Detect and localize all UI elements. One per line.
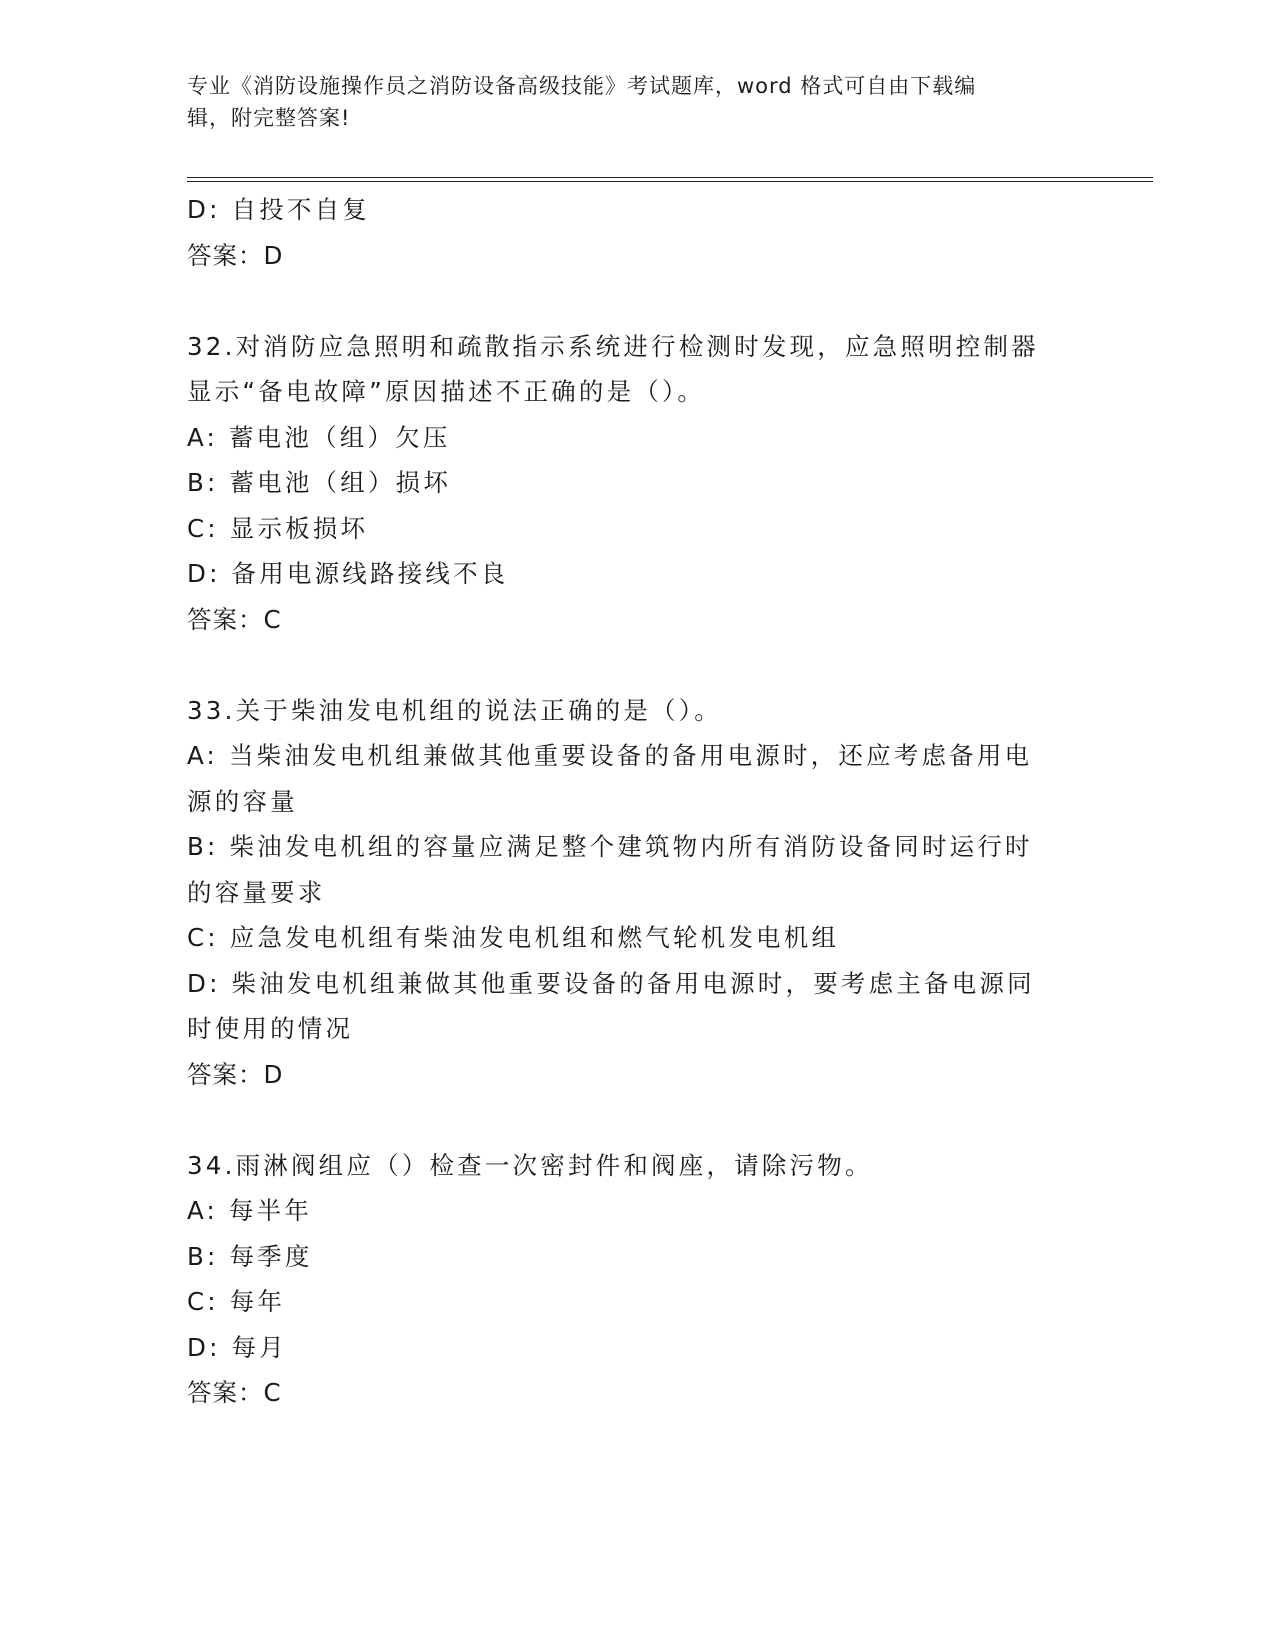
option-b: B: 每季度 bbox=[187, 1241, 313, 1271]
option-d: D: 备用电源线路接线不良 bbox=[187, 559, 509, 588]
answer-line: 答案：D bbox=[187, 1059, 284, 1089]
option-b-cont: 的容量要求 bbox=[187, 877, 326, 907]
answer-line: 答案：D bbox=[187, 240, 284, 270]
question-text: 33.关于柴油发电机组的说法正确的是（）。 bbox=[187, 695, 722, 725]
option-a: A: 每半年 bbox=[187, 1196, 313, 1225]
header-line-2: 辑，附完整答案! bbox=[187, 106, 351, 130]
option-d: D: 自投不自复 bbox=[187, 195, 371, 224]
question-34 bbox=[187, 1143, 1087, 1416]
option-a: A: 当柴油发电机组兼做其他重要设备的备用电源时，还应考虑备用电 bbox=[187, 741, 1033, 770]
option-b: B: 柴油发电机组的容量应满足整个建筑物内所有消防设备同时运行时 bbox=[187, 832, 1033, 861]
option-d-cont: 时使用的情况 bbox=[187, 1014, 354, 1043]
spacer bbox=[187, 278, 1087, 324]
question-32 bbox=[187, 324, 1087, 643]
option-c: C: 每年 bbox=[187, 1287, 286, 1316]
answer-line: 答案：C bbox=[187, 1378, 282, 1407]
option-d: D: 柴油发电机组兼做其他重要设备的备用电源时，要考虑主备电源同 bbox=[187, 968, 1035, 998]
option-d: D: 每月 bbox=[187, 1332, 287, 1362]
question-text: 32.对消防应急照明和疏散指示系统进行检测时发现，应急照明控制器 bbox=[187, 331, 1039, 361]
option-c: C: 应急发电机组有柴油发电机组和燃气轮机发电机组 bbox=[187, 923, 840, 952]
question-33 bbox=[187, 688, 1087, 1098]
spacer bbox=[187, 642, 1087, 688]
header-divider-top bbox=[187, 177, 1153, 178]
document-header bbox=[187, 70, 1067, 134]
option-b: B: 蓄电池（组）损坏 bbox=[187, 468, 452, 497]
header-line-1: 专业《消防设施操作员之消防设备高级技能》考试题库，word 格式可自由下载编 bbox=[187, 74, 977, 98]
question-text: 34.雨淋阀组应（）检查一次密封件和阀座，请除污物。 bbox=[187, 1150, 873, 1180]
document-body bbox=[187, 187, 1087, 1416]
prev-question-tail bbox=[187, 187, 1087, 278]
option-c: C: 显示板损坏 bbox=[187, 513, 369, 543]
option-a-cont: 源的容量 bbox=[187, 786, 298, 816]
question-text: 显示“备电故障”原因描述不正确的是（）。 bbox=[187, 377, 706, 406]
answer-line: 答案：C bbox=[187, 604, 282, 634]
option-a: A: 蓄电池（组）欠压 bbox=[187, 422, 451, 452]
header-divider-bottom bbox=[187, 181, 1153, 182]
spacer bbox=[187, 1097, 1087, 1143]
